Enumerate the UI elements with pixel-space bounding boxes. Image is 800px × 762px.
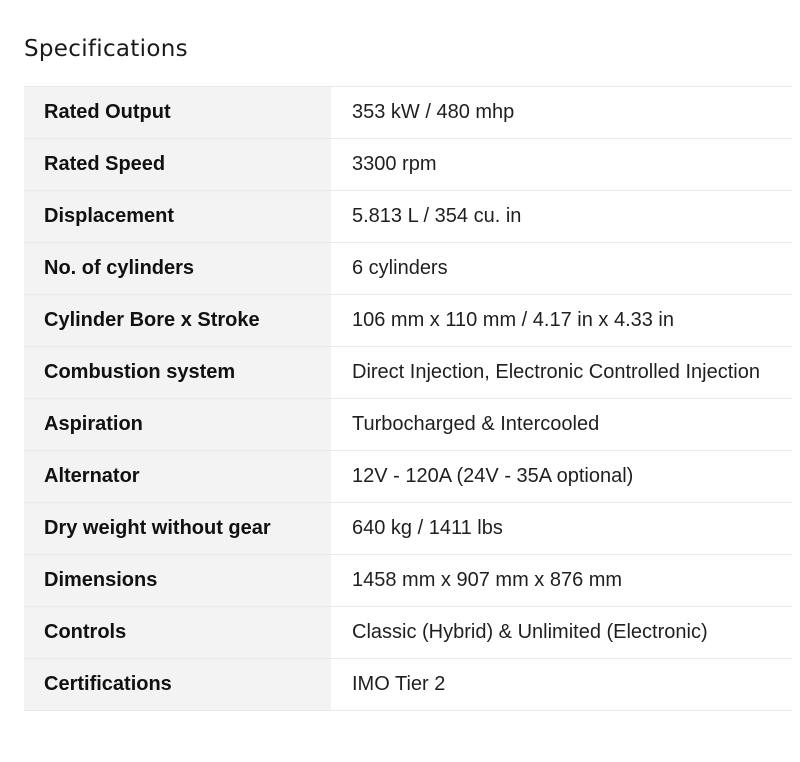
spec-value: Turbocharged & Intercooled xyxy=(331,399,792,451)
spec-label: Displacement xyxy=(24,191,331,243)
spec-label: Certifications xyxy=(24,659,331,711)
spec-label: No. of cylinders xyxy=(24,243,331,295)
spec-value: Classic (Hybrid) & Unlimited (Electronic) xyxy=(331,607,792,659)
spec-value: Direct Injection, Electronic Controlled Injection xyxy=(331,347,792,399)
spec-label: Combustion system xyxy=(24,347,331,399)
table-row xyxy=(24,191,792,243)
spec-label: Dry weight without gear xyxy=(24,503,331,555)
spec-value: IMO Tier 2 xyxy=(331,659,792,711)
table-row xyxy=(24,243,792,295)
table-row xyxy=(24,87,792,139)
table-row xyxy=(24,607,792,659)
table-row xyxy=(24,555,792,607)
spec-label: Cylinder Bore x Stroke xyxy=(24,295,331,347)
spec-label: Aspiration xyxy=(24,399,331,451)
spec-label: Controls xyxy=(24,607,331,659)
table-row xyxy=(24,659,792,711)
table-row xyxy=(24,347,792,399)
spec-value: 640 kg / 1411 lbs xyxy=(331,503,792,555)
table-row xyxy=(24,451,792,503)
spec-label: Dimensions xyxy=(24,555,331,607)
table-row xyxy=(24,503,792,555)
table-row xyxy=(24,295,792,347)
spec-value: 12V - 120A (24V - 35A optional) xyxy=(331,451,792,503)
table-row xyxy=(24,399,792,451)
spec-label: Rated Speed xyxy=(24,139,331,191)
spec-label: Alternator xyxy=(24,451,331,503)
specifications-table xyxy=(24,86,792,711)
section-title: Specifications xyxy=(24,36,188,62)
table-row xyxy=(24,139,792,191)
spec-value: 353 kW / 480 mhp xyxy=(331,87,792,139)
spec-label: Rated Output xyxy=(24,87,331,139)
spec-value: 5.813 L / 354 cu. in xyxy=(331,191,792,243)
spec-value: 106 mm x 110 mm / 4.17 in x 4.33 in xyxy=(331,295,792,347)
spec-value: 6 cylinders xyxy=(331,243,792,295)
spec-value: 1458 mm x 907 mm x 876 mm xyxy=(331,555,792,607)
spec-value: 3300 rpm xyxy=(331,139,792,191)
